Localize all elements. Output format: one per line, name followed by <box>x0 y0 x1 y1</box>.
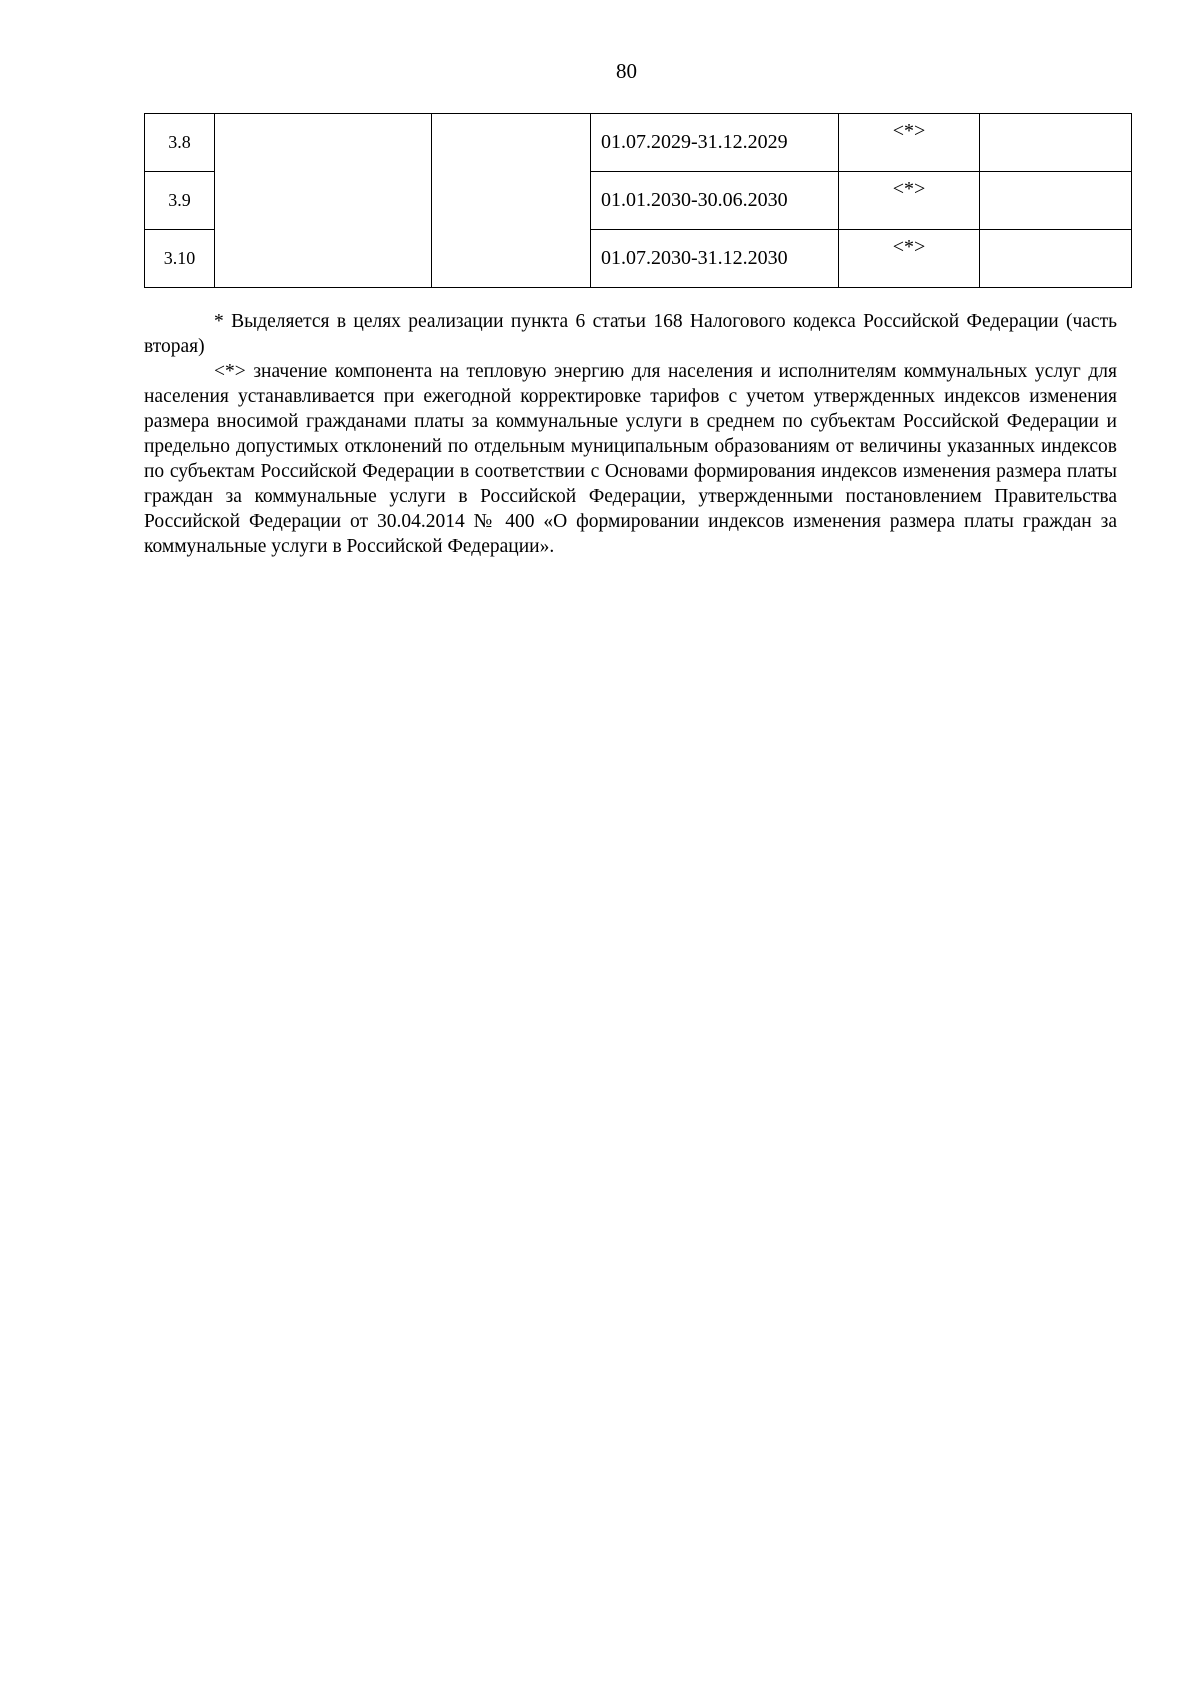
footnote-component: <*> значение компонента на тепловую энергию для населения и исполнителям коммунальных услуг для населения устанавливается при ежегодной корректировке тарифов с учетом утвержденных индексов изменения размера вносимой гражданами платы за коммунальные услуги в среднем по субъектам Российской Федерации и предельно допустимых отклонений по отдельным муниципальным образованиям от величины указанных индексов по субъектам Российской Федерации в соответствии с Основами формирования индексов изменения размера платы граждан за коммунальные услуги в Российской Федерации, утвержденными постановлением Правительства Российской Федерации от 30.04.2014 № 400 «О формировании индексов изменения размера платы граждан за коммунальные услуги в Российской Федерации». <box>144 361 1117 557</box>
empty-cell <box>980 172 1132 230</box>
footnotes <box>144 309 1117 559</box>
merged-empty-cell <box>432 114 591 288</box>
empty-cell <box>980 230 1132 288</box>
table-row <box>145 114 1132 172</box>
period-cell: 01.01.2030-30.06.2030 <box>591 172 839 230</box>
value-cell: <*> <box>839 230 980 288</box>
merged-empty-cell <box>215 114 432 288</box>
empty-cell <box>980 114 1132 172</box>
tariff-table <box>144 113 1132 288</box>
footnote-vat: * Выделяется в целях реализации пункта 6 статьи 168 Налогового кодекса Российской Федерации (часть вторая) <box>144 311 1117 357</box>
row-number-cell: 3.9 <box>145 172 215 230</box>
period-cell: 01.07.2029-31.12.2029 <box>591 114 839 172</box>
value-cell: <*> <box>839 114 980 172</box>
row-number-cell: 3.10 <box>145 230 215 288</box>
row-number-cell: 3.8 <box>145 114 215 172</box>
period-cell: 01.07.2030-31.12.2030 <box>591 230 839 288</box>
value-cell: <*> <box>839 172 980 230</box>
page-number: 80 <box>616 59 637 83</box>
